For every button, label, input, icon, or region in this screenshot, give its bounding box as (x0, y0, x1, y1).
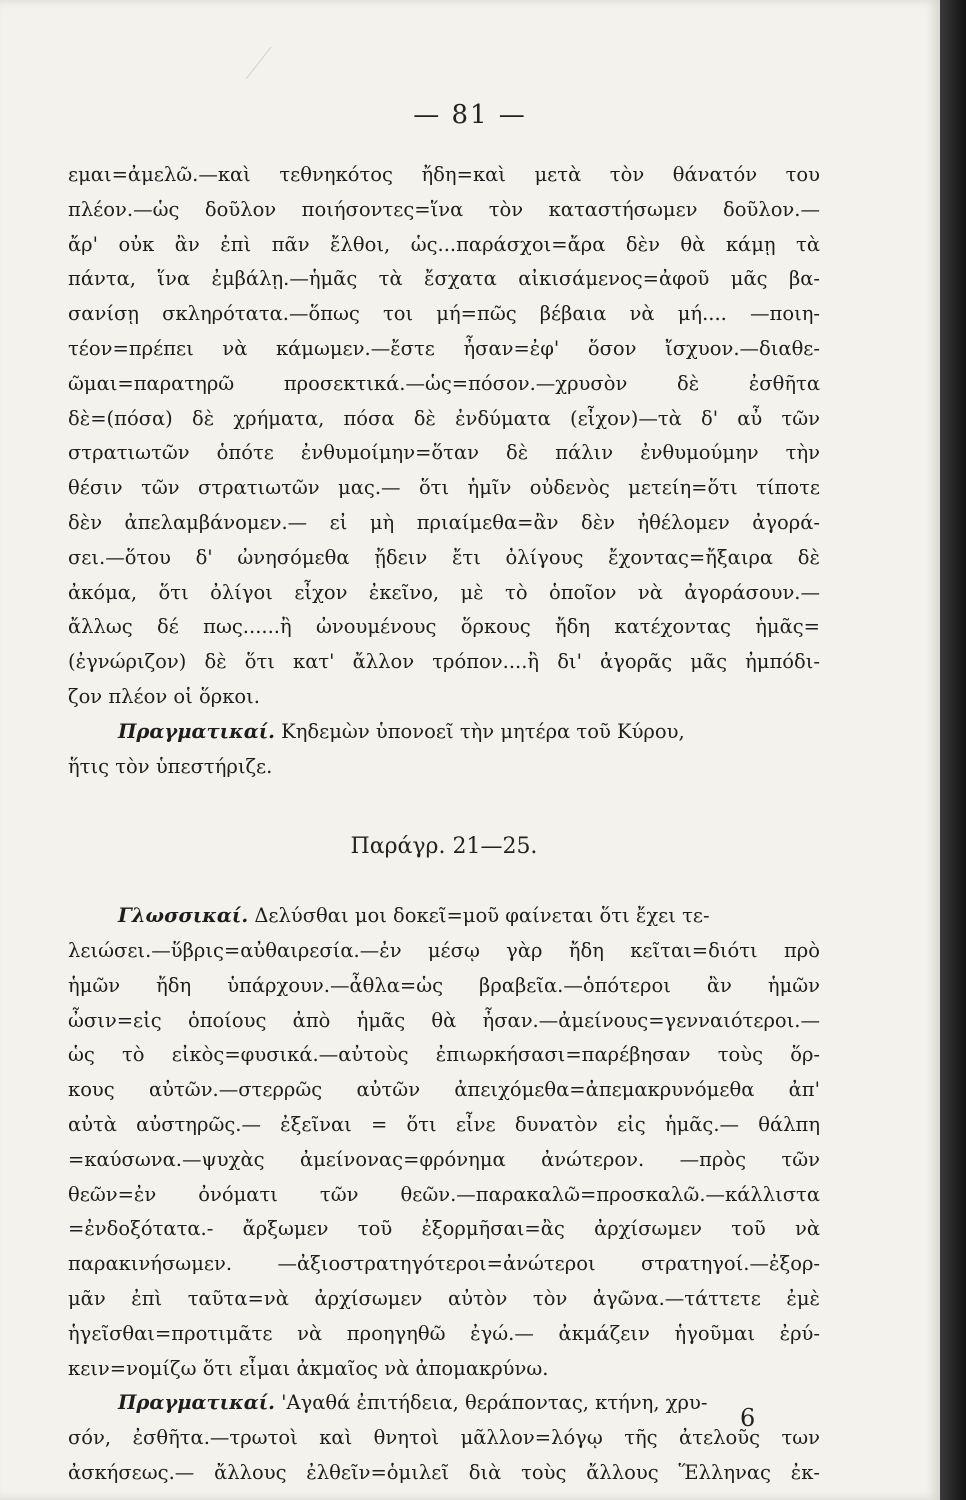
text-line: τέον=πρέπει νὰ κάμωμεν.—ἔστε ἦσαν=ἐφ' ὅσον ἴσχυον.—διαθε- (68, 336, 820, 360)
text-line: ἀσκήσεως.— ἄλλους ἐλθεῖν=ὁμιλεῖ διὰ τοὺς ἄλλους Ἕλληνας ἐκ- (68, 1460, 820, 1484)
signature-mark: 6 (740, 1404, 756, 1432)
text-line: ἄρ' οὐκ ἂν ἐπὶ πᾶν ἔλθοι, ὡς...παράσχοι=ἄρα δὲν θὰ κάμῃ τὰ (68, 232, 820, 256)
text-line: μᾶν ἐπὶ ταῦτα=νὰ ἀρχίσωμεν αὐτὸν τὸν ἀγῶνα.—τάττετε ἐμὲ (68, 1286, 820, 1310)
pencil-mark (246, 47, 295, 98)
section-label: Πραγματικαί. (118, 719, 275, 743)
text-line: σόν, ἐσθῆτα.—τρωτοὶ καὶ θνητοὶ μᾶλλον=λόγῳ τῆς ἀτελοῦς των (68, 1426, 820, 1450)
text-line: σει.—ὅτου δ' ὠνησόμεθα ᾔδειν ἔτι ὀλίγους ἔχοντας=ἤξαιρα δὲ (68, 545, 820, 569)
section-label: Πραγματικαί. (118, 1391, 275, 1415)
text-line: στρατιωτῶν ὁπότε ἐνθυμοίμην=ὅταν δὲ πάλιν ἐνθυμούμην τὴν (68, 441, 820, 465)
text-line: θέσιν τῶν στρατιωτῶν μας.— ὅτι ἡμῖν οὐδενὸς μετείη=ὅτι τίποτε (68, 476, 820, 500)
section-heading: Παράγρ. 21—25. (350, 834, 538, 860)
text-line: λειώσει.—ὕβρις=αὐθαιρεσία.—ἐν μέσῳ γὰρ ἤδη κεῖται=διότι πρὸ (68, 938, 820, 962)
text-line: δὲν ἀπελαμβάνομεν.— εἰ μὴ πριαίμεθα=ἂν δὲν ἠθέλομεν ἀγορά- (68, 510, 820, 534)
text-line: σανίσῃ σκληρότατα.—ὅπως τοι μή=πῶς βέβαια νὰ μή.... —ποιη- (68, 302, 820, 326)
text-line: κους αὐτῶν.—στερρῶς αὐτῶν ἀπειχόμεθα=ἀπεμακρυνόμεθα ἀπ' (68, 1078, 820, 1102)
text-line: (ἐγνώριζον) δὲ ὅτι κατ' ἄλλον τρόπον....ἢ δι' ἀγορᾶς μᾶς ἠμπόδι- (68, 650, 820, 674)
text-line: δὲ=(πόσα) δὲ χρήματα, πόσα δὲ ἐνδύματα (εἶχον)—τὰ δ' αὖ τῶν (68, 406, 820, 430)
text-line: κειν=νομίζω ὅτι εἶμαι ἀκμαῖος νὰ ἀπομακρύνω. (68, 1356, 549, 1380)
book-edge (940, 0, 966, 1500)
text-line: ζον πλέον οἱ ὅρκοι. (68, 684, 260, 708)
text-line: παρακινήσωμεν. —ἀξιοστρατηγότεροι=ἀνώτεροι στρατηγοί.—ἐξορ- (68, 1252, 820, 1276)
text-line: πάντα, ἵνα ἐμβάλῃ.—ἡμᾶς τὰ ἔσχατα αἰκισάμενος=ἀφοῦ μᾶς βα- (68, 267, 820, 291)
text-line: ἥτις τὸν ὑπεστήριζε. (68, 754, 273, 778)
text-line: Δελύσθαι μοι δοκεῖ=μοῦ φαίνεται ὅτι ἔχει τε- (254, 904, 710, 928)
text-line: ῶμαι=παρατηρῶ προσεκτικά.—ὡς=πόσον.—χρυσὸν δὲ ἐσθῆτα (68, 371, 820, 395)
text-line: ἡμῶν ἤδη ὑπάρχουν.—ἆθλα=ὡς βραβεῖα.—ὁπότεροι ἂν ἡμῶν (68, 973, 820, 997)
page-body (68, 158, 820, 1491)
text-line: =καύσωνα.—ψυχὰς ἀμείνονας=φρόνημα ἀνώτερον. —πρὸς τῶν (68, 1147, 820, 1171)
text-line: ἡγεῖσθαι=προτιμᾶτε νὰ προηγηθῶ ἐγώ.— ἀκμάζειν ἡγοῦμαι ἐρύ- (68, 1321, 820, 1345)
text-line: θεῶν=ἐν ὀνόματι τῶν θεῶν.—παρακαλῶ=προσκαλῶ.—κάλλιστα (68, 1182, 820, 1206)
text-line: 'Αγαθά ἐπιτήδεια, θεράποντας, κτήνη, χρυ- (281, 1391, 708, 1415)
text-line: ὦσιν=εἰς ὁποίους ἀπὸ ἡμᾶς θὰ ἦσαν.—ἀμείνους=γενναιότεροι.— (68, 1008, 820, 1032)
text-line: =ἐνδοξότατα.- ἄρξωμεν τοῦ ἐξορμῆσαι=ἂς ἀρχίσωμεν τοῦ νὰ (68, 1217, 820, 1241)
text-line: εμαι=ἀμελῶ.—καὶ τεθνηκότος ἤδη=καὶ μετὰ τὸν θάνατόν του (68, 163, 820, 186)
text-line: πλέον.—ὡς δοῦλον ποιήσοντες=ἵνα τὸν καταστήσωμεν δοῦλον.— (68, 197, 820, 221)
paragraph-linguistic (68, 899, 820, 934)
text-line: ἀκόμα, ὅτι ὀλίγοι εἶχον ἐκεῖνο, μὲ τὸ ὁποῖον νὰ ἀγοράσουν.— (68, 580, 820, 604)
text-line: Κηδεμὼν ὑπονοεῖ τὴν μητέρα τοῦ Κύρου, (281, 719, 685, 743)
paragraph-realia-2 (68, 1386, 820, 1421)
text-line: αὐτὰ αὐστηρῶς.— ἐξεῖναι = ὅτι εἶνε δυνατὸν εἰς ἡμᾶς.— θάλπη (68, 1112, 820, 1136)
paragraph-realia (68, 715, 820, 750)
page-number: — 81 — (413, 100, 527, 130)
text-line: ὡς τὸ εἰκὸς=φυσικά.—αὐτοὺς ἐπιωρκήσασι=παρέβησαν τοὺς ὅρ- (68, 1043, 820, 1067)
section-label: Γλωσσικαί. (118, 904, 249, 928)
text-line: ἄλλως δέ πως......ἢ ὠνουμένους ὅρκους ἤδη κατέχοντας ἡμᾶς= (68, 615, 820, 639)
